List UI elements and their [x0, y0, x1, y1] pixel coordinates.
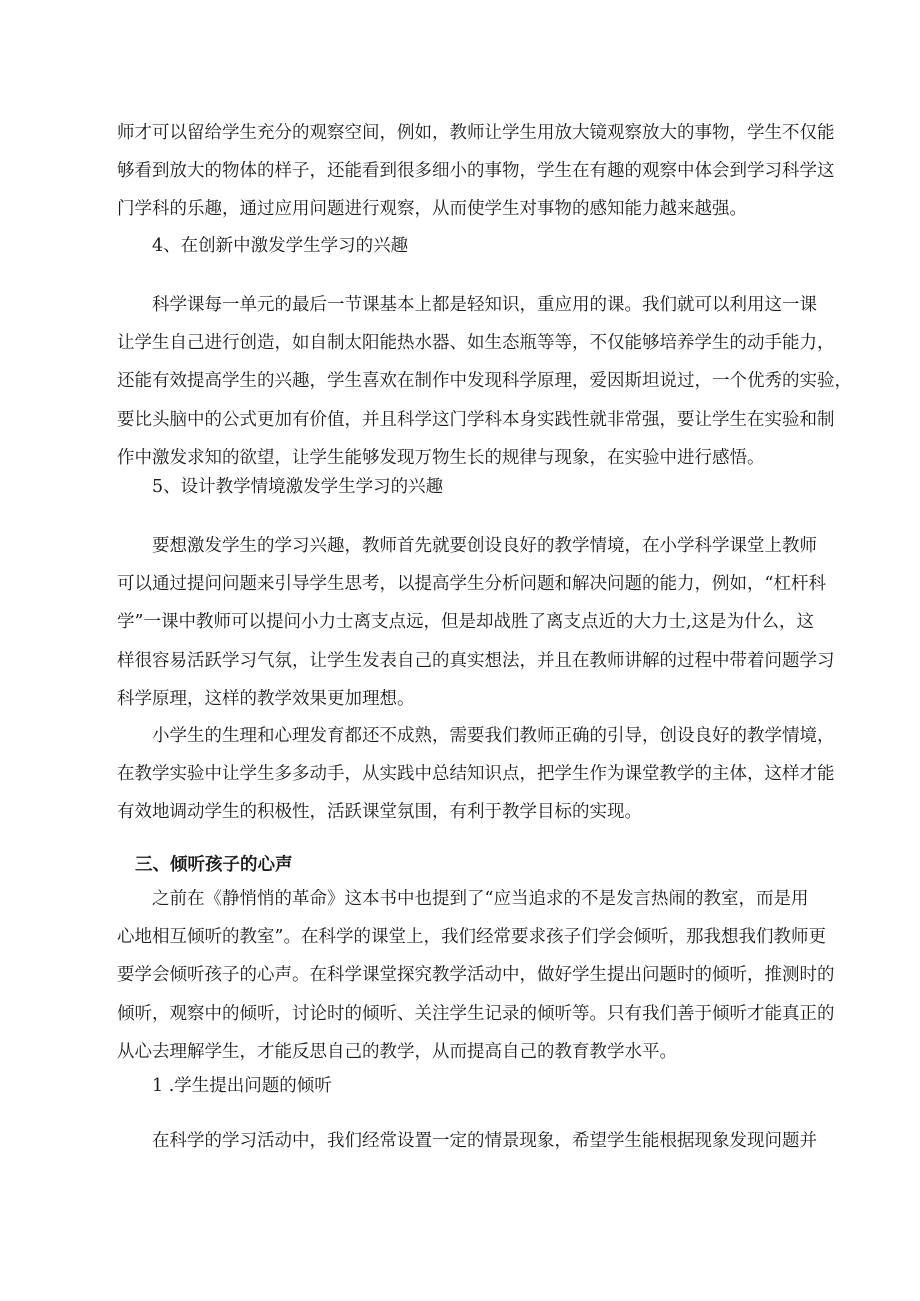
text-line: 心地相互倾听的教室”。在科学的课堂上，我们经常要求孩子们学会倾听，那我想我们教师更	[117, 927, 826, 948]
text-line: 科学课每一单元的最后一节课基本上都是轻知识，重应用的课。我们就可以利用这一课	[152, 295, 817, 315]
paragraph-situation	[117, 527, 835, 718]
text-line: 小学生的生理和心理发育都还不成熟，需要我们教师正确的引导，创设良好的教学情境，	[152, 726, 835, 746]
paragraph-question-listening	[117, 1122, 817, 1160]
paragraph-innovation	[117, 286, 852, 477]
text-line: 在科学的学习活动中，我们经常设置一定的情景现象，希望学生能根据现象发现问题并	[152, 1131, 817, 1151]
subsection-heading-1: 1 .学生提出问题的倾听	[152, 1076, 332, 1096]
text-line: 之前在《静悄悄的革命》这本书中也提到了“应当追求的不是发言热闹的教室，而是用	[152, 889, 809, 909]
text-line: 作中激发求知的欲望，让学生能够发现万物生长的规律与现象，在实验中进行感悟。	[117, 447, 765, 468]
paragraph-observation	[117, 114, 835, 229]
text-line: 样很容易活跃学习气氛，让学生发表自己的真实想法，并且在教师讲解的过程中带着问题学习	[117, 650, 835, 671]
paragraph-summary	[117, 717, 835, 832]
section-heading-3: 三、倾听孩子的心声	[135, 855, 293, 875]
text-line: 要想激发学生的学习兴趣，教师首先就要创设良好的教学情境，在小学科学课堂上教师	[152, 536, 817, 556]
text-line: 要比头脑中的公式更加有价值，并且科学这门学科本身实践性就非常强，要让学生在实验和制	[117, 409, 835, 430]
text-line: 倾听，观察中的倾听，讨论时的倾听、关注学生记录的倾听等。只有我们善于倾听才能真正的	[117, 1003, 835, 1024]
text-line: 在教学实验中让学生多多动手，从实践中总结知识点，把学生作为课堂教学的主体，这样才能	[117, 764, 835, 785]
section-heading-5: 5、设计教学情境激发学生学习的兴趣	[152, 477, 444, 497]
text-line: 从心去理解学生，才能反思自己的教学，从而提高自己的教育教学水平。	[117, 1041, 677, 1062]
text-line: 师才可以留给学生充分的观察空间，例如，教师让学生用放大镜观察放大的事物，学生不仅能	[117, 123, 835, 143]
text-line: 科学原理，这样的教学效果更加理想。	[117, 688, 415, 709]
text-line: 要学会倾听孩子的心声。在科学课堂探究教学活动中，做好学生提出问题时的倾听，推测时的	[117, 965, 835, 986]
text-line: 让学生自己进行创造，如自制太阳能热水器、如生态瓶等等，不仅能够培养学生的动手能力，	[117, 333, 835, 354]
text-line: 还能有效提高学生的兴趣，学生喜欢在制作中发现科学原理，爱因斯坦说过，一个优秀的实验，	[117, 371, 852, 392]
text-line: 可以通过提问问题来引导学生思考，以提高学生分析问题和解决问题的能力，例如，“杠杆科	[117, 574, 826, 595]
paragraph-listening	[117, 880, 835, 1071]
text-line: 有效地调动学生的积极性，活跃课堂氛围，有利于教学目标的实现。	[117, 802, 642, 823]
section-heading-4: 4、在创新中激发学生学习的兴趣	[152, 236, 409, 256]
text-line: 够看到放大的物体的样子，还能看到很多细小的事物，学生在有趣的观察中体会到学习科学这	[117, 161, 835, 182]
text-line: 学”一课中教师可以提问小力士离支点远，但是却战胜了离支点近的大力士,这是为什么，这	[117, 612, 815, 633]
text-line: 门学科的乐趣，通过应用问题进行观察，从而使学生对事物的感知能力越来越强。	[117, 199, 747, 220]
